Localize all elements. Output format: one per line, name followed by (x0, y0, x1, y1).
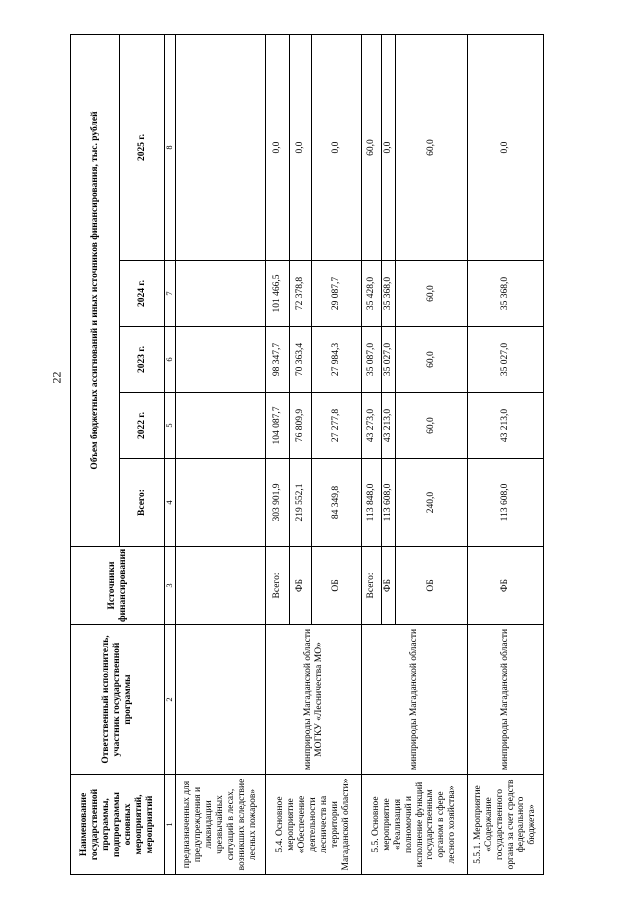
column-number: 4 (165, 459, 176, 547)
y2024-cell: 29 087,7 (312, 261, 362, 327)
header-executor: Ответственный исполнитель, участник государственной программы (71, 625, 165, 775)
header-name: Наименование государственной программы, подпрограммы основных мероприятий, мероприятий (71, 775, 165, 875)
source-cell: ОБ (396, 547, 468, 625)
y2023-cell: 70 363,4 (290, 327, 312, 393)
y2024-cell: 72 378,8 (290, 261, 312, 327)
y2024-cell: 35 428,0 (362, 261, 382, 327)
total-cell: 113 608,0 (382, 459, 396, 547)
column-number: 6 (165, 327, 176, 393)
column-number: 2 (165, 625, 176, 775)
y2024-cell: 35 368,0 (382, 261, 396, 327)
y2025-cell: 60,0 (396, 34, 468, 260)
column-numbers-row (165, 34, 176, 874)
total-cell: 113 848,0 (362, 459, 382, 547)
y2022-cell: 60,0 (396, 393, 468, 459)
y2025-cell: 60,0 (362, 34, 382, 260)
source-cell: ФБ (290, 547, 312, 625)
carryover-row (176, 34, 266, 874)
column-number: 1 (165, 775, 176, 875)
y2024-cell: 35 368,0 (468, 261, 544, 327)
total-cell: 84 349,8 (312, 459, 362, 547)
source-cell: ФБ (468, 547, 544, 625)
column-number: 8 (165, 34, 176, 260)
table-row (362, 34, 382, 874)
column-number: 3 (165, 547, 176, 625)
y2025-cell: 0,0 (290, 34, 312, 260)
header-2022: 2022 г. (120, 393, 165, 459)
activity-executor: минприроды Магаданской области (468, 625, 544, 775)
carryover-name: предназначенных для предупреждения и ликвидации чрезвычайных ситуаций в лесах, возникших вследствие лесных пожаров» (176, 775, 266, 875)
header-2024: 2024 г. (120, 261, 165, 327)
source-cell: ФБ (382, 547, 396, 625)
activity-executor: минприроды Магаданской области (362, 625, 468, 775)
total-cell: 303 901,9 (266, 459, 290, 547)
header-2023: 2023 г. (120, 327, 165, 393)
header-total: Всего: (120, 459, 165, 547)
activity-name: 5.5.1. Мероприятие «Содержание государственного органа за счет средств федерального бюджета» (468, 775, 544, 875)
total-cell: 219 552,1 (290, 459, 312, 547)
y2025-cell: 0,0 (266, 34, 290, 260)
header-volume: Объем бюджетных ассигнований и иных источников финансирования, тыс. рублей (71, 34, 120, 546)
total-cell: 113 608,0 (468, 459, 544, 547)
page-number: 22 (49, 371, 64, 384)
y2025-cell: 0,0 (468, 34, 544, 260)
y2022-cell: 104 087,7 (266, 393, 290, 459)
y2023-cell: 27 984,3 (312, 327, 362, 393)
y2023-cell: 35 027,0 (382, 327, 396, 393)
header-2025: 2025 г. (120, 34, 165, 260)
header-sources: Источники финансирования (71, 547, 165, 625)
y2024-cell: 101 466,5 (266, 261, 290, 327)
activity-name: 5.4. Основное мероприятие «Обеспечение деятельности лесничеств на территории Магаданской области» (266, 775, 362, 875)
y2022-cell: 43 213,0 (468, 393, 544, 459)
y2022-cell: 27 277,8 (312, 393, 362, 459)
source-cell: ОБ (312, 547, 362, 625)
source-cell: Всего: (362, 547, 382, 625)
y2022-cell: 43 213,0 (382, 393, 396, 459)
y2022-cell: 76 809,9 (290, 393, 312, 459)
column-number: 5 (165, 393, 176, 459)
y2024-cell: 60,0 (396, 261, 468, 327)
activity-name: 5.5. Основное мероприятие «Реализация полномочий и исполнение функций государственным органом в сфере лесного хозяйства» (362, 775, 468, 875)
y2022-cell: 43 273,0 (362, 393, 382, 459)
activity-executor: минприроды Магаданской области МОГКУ «Лесничества МО» (266, 625, 362, 775)
y2023-cell: 98 347,7 (266, 327, 290, 393)
column-number: 7 (165, 261, 176, 327)
table-row (468, 34, 544, 874)
source-cell: Всего: (266, 547, 290, 625)
y2023-cell: 60,0 (396, 327, 468, 393)
y2025-cell: 0,0 (312, 34, 362, 260)
y2023-cell: 35 087,0 (362, 327, 382, 393)
y2023-cell: 35 027,0 (468, 327, 544, 393)
rotated-table-container (70, 35, 538, 875)
total-cell: 240,0 (396, 459, 468, 547)
y2025-cell: 0,0 (382, 34, 396, 260)
table-row (266, 34, 290, 874)
financing-table (70, 34, 544, 875)
